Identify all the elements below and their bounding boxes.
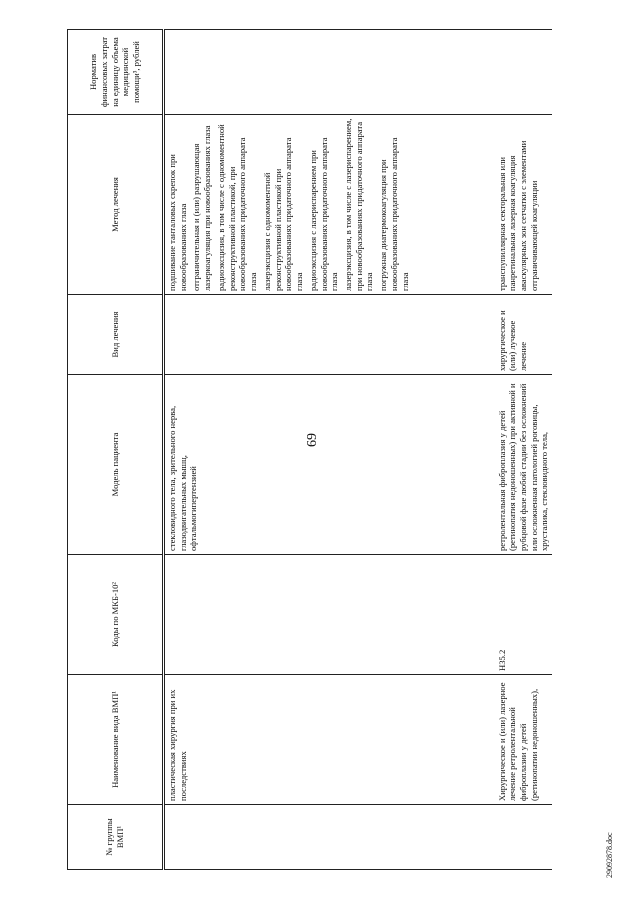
method-item: отграничительная и (или) разрушающая лазеркоагуляция при новообразованиях глаза	[191, 125, 213, 291]
table-header-band	[67, 30, 169, 870]
table-row	[165, 30, 495, 870]
method-item: радиоэксцизия с лазериспарением при новообразованиях придаточного аппарата глаза	[307, 137, 340, 291]
method-item: радиоэксцизия, в том числе с одномоментной реконструктивной пластикой, при новообразованиях придаточного аппарата глаза	[215, 124, 259, 291]
header-treatment-method: Метод лечения	[68, 115, 163, 295]
row1-group	[165, 805, 495, 870]
table-row	[495, 30, 553, 870]
table-body	[164, 29, 552, 870]
row2-patient-model: ретролентальная фиброплазия у детей (ретинопатия недоношенных) при активной и рубцовой фазе любой стадии без осложнений или осложненная патологией роговицы, хрусталика, стекловидного тела,	[495, 375, 553, 555]
row1-vmp-name: пластическая хирургия при их последствиях	[165, 675, 495, 805]
header-cost-norm: Норматив финансовых затрат на единицу объема медицинской помощи³, рублей	[68, 30, 163, 115]
header-icd-codes: Коды по МКБ-10²	[68, 555, 163, 675]
row1-treatment-type	[165, 295, 495, 375]
header-treatment-type: Вид лечения	[68, 295, 163, 375]
header-group-number: № группы ВМП¹	[68, 805, 163, 870]
row2-methods	[495, 115, 553, 295]
header-patient-model: Модель пациента	[68, 375, 163, 555]
table-body-band	[164, 30, 634, 870]
header-vmp-name: Наименование вида ВМП¹	[68, 675, 163, 805]
row1-patient-model: стекловидного тела, зрительного нерва, глазодвигательных мышц, офтальмогипертензией	[165, 375, 495, 555]
row2-treatment-type: хирургическое и (или) лучевое лечение	[495, 295, 553, 375]
row2-group	[495, 805, 553, 870]
row2-icd: H35.2	[495, 555, 553, 675]
row1-icd	[165, 555, 495, 675]
method-item: лазерэксцизия с одномоментной реконструктивной пластикой при новообразованиях придаточного аппарата глаза	[261, 137, 305, 291]
page-number: 69	[305, 433, 320, 447]
method-item: транспупиллярная секторальная или панретинальная лазерная коагуляция аваскулярных зон сетчатки с элементами отграничивающей коагуляции	[496, 140, 539, 291]
row1-methods	[165, 115, 495, 295]
row2-cost-norm	[495, 30, 553, 115]
table-header	[67, 29, 163, 870]
document-code: 29092878.doc	[605, 832, 614, 878]
method-item: лазерэксцизия, в том числе с лазериспарением, при новообразованиях придаточного аппарата глаза	[343, 118, 375, 291]
method-item: погружная диатермокоагуляция при новообразованиях придаточного аппарата глаза	[378, 137, 410, 291]
row2-vmp-name: Хирургическое и (или) лазерное лечение ретролентальной фиброплазии у детей (ретинопатии недоношенных),	[495, 675, 553, 805]
row1-cost-norm	[165, 30, 495, 115]
method-item: подшивание танталовых скрепок при новообразованиях глаза	[167, 154, 188, 291]
